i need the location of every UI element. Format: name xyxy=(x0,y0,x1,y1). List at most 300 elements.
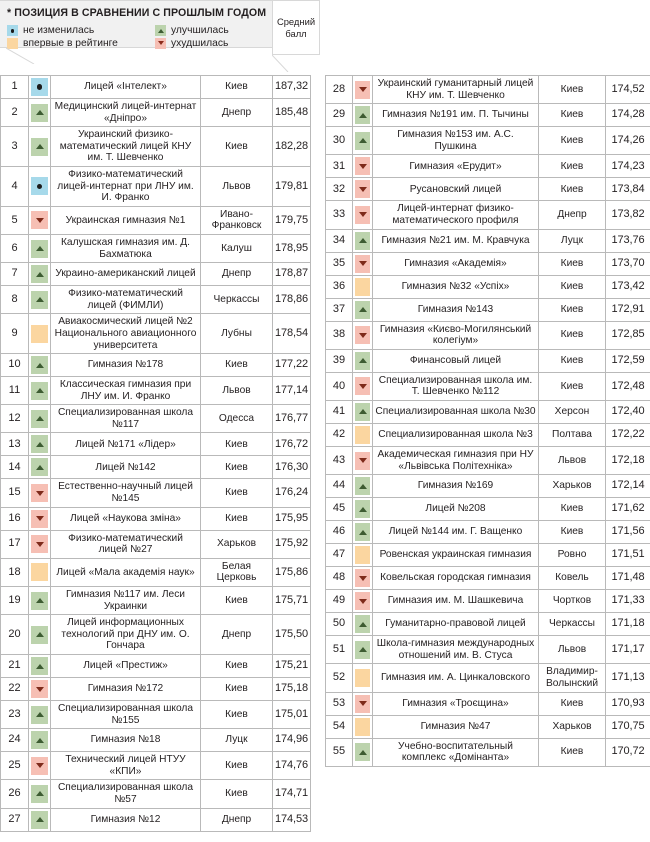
score-cell: 172,14 xyxy=(606,475,650,498)
city-cell: Киев xyxy=(539,76,606,104)
score-cell: 173,76 xyxy=(606,229,650,252)
triangle-up-icon xyxy=(355,403,370,421)
triangle-down-icon xyxy=(359,187,367,192)
city-cell: Киев xyxy=(201,76,273,99)
score-cell: 175,18 xyxy=(273,678,311,701)
triangle-up-icon xyxy=(355,106,370,124)
score-cell: 175,92 xyxy=(273,530,311,558)
triangle-up-icon xyxy=(31,356,48,374)
city-cell: Киев xyxy=(539,498,606,521)
rank-cell: 26 xyxy=(1,780,29,808)
square-icon xyxy=(355,426,370,444)
triangle-down-icon xyxy=(359,333,367,338)
table-row xyxy=(1,433,311,456)
rank-cell: 13 xyxy=(1,433,29,456)
trend-cell xyxy=(353,475,373,498)
school-name-cell: Специализированная школа им. Т. Шевченко №112 xyxy=(373,372,539,400)
triangle-up-icon xyxy=(36,712,44,717)
trend-cell xyxy=(29,701,51,729)
trend-cell xyxy=(353,201,373,229)
table-row xyxy=(326,229,650,252)
table-row xyxy=(1,530,311,558)
score-cell: 187,32 xyxy=(273,76,311,99)
trend-cell xyxy=(353,298,373,321)
school-name-cell: Гимназия №153 им. А.С. Пушкина xyxy=(373,127,539,155)
rank-cell: 18 xyxy=(1,558,29,586)
school-name-cell: Учебно-воспитательный комплекс «Домінанта» xyxy=(373,738,539,766)
triangle-down-icon xyxy=(355,377,370,395)
city-cell: Киев xyxy=(539,692,606,715)
score-cell: 171,62 xyxy=(606,498,650,521)
square-icon xyxy=(355,718,370,736)
school-name-cell: Школа-гимназия международных отношений им. В. Стуса xyxy=(373,636,539,664)
triangle-down-icon xyxy=(359,384,367,389)
rank-cell: 10 xyxy=(1,354,29,377)
school-name-cell: Лицей №208 xyxy=(373,498,539,521)
triangle-down-icon xyxy=(155,38,166,49)
trend-cell xyxy=(29,377,51,405)
trend-cell xyxy=(29,206,51,234)
school-name-cell: Специализированная школа №155 xyxy=(51,701,201,729)
school-name-cell: Гимназия «Троєщина» xyxy=(373,692,539,715)
average-score-header xyxy=(272,0,320,55)
city-cell: Киев xyxy=(201,456,273,479)
score-cell: 177,22 xyxy=(273,354,311,377)
city-cell: Киев xyxy=(201,354,273,377)
school-name-cell: Медицинский лицей-интернат «Дніпро» xyxy=(51,99,201,127)
triangle-up-icon xyxy=(359,530,367,535)
city-cell: Днепр xyxy=(201,808,273,831)
dot-icon xyxy=(37,84,43,90)
table-row xyxy=(326,692,650,715)
rank-cell: 22 xyxy=(1,678,29,701)
table-row xyxy=(326,104,650,127)
dot-icon xyxy=(37,184,43,190)
rank-cell: 4 xyxy=(1,166,29,206)
triangle-up-icon xyxy=(355,477,370,495)
table-row xyxy=(326,400,650,423)
rank-cell: 2 xyxy=(1,99,29,127)
table-row xyxy=(1,752,311,780)
square-icon xyxy=(31,325,48,343)
rank-cell: 31 xyxy=(326,155,353,178)
school-name-cell: Гимназия №32 «Успіх» xyxy=(373,275,539,298)
triangle-up-icon xyxy=(359,750,367,755)
score-cell: 170,75 xyxy=(606,715,650,738)
rank-cell: 37 xyxy=(326,298,353,321)
square-icon xyxy=(355,546,370,564)
triangle-down-icon xyxy=(36,218,44,223)
school-name-cell: Лицей №144 им. Г. Ващенко xyxy=(373,521,539,544)
score-cell: 179,81 xyxy=(273,166,311,206)
triangle-up-icon xyxy=(31,657,48,675)
school-name-cell: Физико-математический лицей (ФИМЛИ) xyxy=(51,286,201,314)
city-cell: Луцк xyxy=(201,729,273,752)
school-name-cell: Гимназия №169 xyxy=(373,475,539,498)
table-row xyxy=(1,76,311,99)
rank-cell: 1 xyxy=(1,76,29,99)
school-name-cell: Украино-американский лицей xyxy=(51,263,201,286)
rank-cell: 6 xyxy=(1,234,29,262)
triangle-down-icon xyxy=(359,164,367,169)
school-name-cell: Гимназия №21 им. М. Кравчука xyxy=(373,229,539,252)
table-row xyxy=(326,349,650,372)
table-row xyxy=(1,507,311,530)
score-cell: 171,51 xyxy=(606,544,650,567)
triangle-up-icon xyxy=(31,410,48,428)
city-cell: Днепр xyxy=(201,615,273,655)
rank-cell: 3 xyxy=(1,127,29,167)
dot-icon xyxy=(7,25,18,36)
rank-cell: 14 xyxy=(1,456,29,479)
rank-cell: 20 xyxy=(1,615,29,655)
school-name-cell: Украинская гимназия №1 xyxy=(51,206,201,234)
rank-cell: 43 xyxy=(326,446,353,474)
school-name-cell: Лицей информационных технологий при ДНУ им. О. Гончара xyxy=(51,615,201,655)
score-cell: 171,18 xyxy=(606,613,650,636)
triangle-up-icon xyxy=(31,104,48,122)
city-cell: Днепр xyxy=(539,201,606,229)
trend-cell xyxy=(353,76,373,104)
rank-cell: 30 xyxy=(326,127,353,155)
triangle-up-icon xyxy=(36,465,44,470)
rank-cell: 15 xyxy=(1,479,29,507)
legend-pointer-tail xyxy=(6,48,46,64)
triangle-down-icon xyxy=(31,484,48,502)
triangle-down-icon xyxy=(359,576,367,581)
triangle-up-icon xyxy=(31,458,48,476)
school-name-cell: Лицей «Мала академія наук» xyxy=(51,558,201,586)
square-icon xyxy=(31,563,48,581)
city-cell: Киев xyxy=(201,780,273,808)
trend-cell xyxy=(353,636,373,664)
school-name-cell: Специализированная школа №30 xyxy=(373,400,539,423)
table-row xyxy=(326,178,650,201)
city-cell: Ровно xyxy=(539,544,606,567)
school-name-cell: Академическая гимназия при НУ «Львівська Політехніка» xyxy=(373,446,539,474)
triangle-up-icon xyxy=(36,442,44,447)
table-row xyxy=(1,678,311,701)
ranking-table-right-body xyxy=(326,76,650,767)
triangle-up-icon xyxy=(36,144,44,149)
rank-cell: 42 xyxy=(326,423,353,446)
table-row xyxy=(1,405,311,433)
legend-item-label: не изменилась xyxy=(23,25,95,36)
rank-cell: 35 xyxy=(326,252,353,275)
trend-cell xyxy=(353,498,373,521)
score-cell: 176,24 xyxy=(273,479,311,507)
ranking-table-left xyxy=(0,75,311,832)
school-name-cell: Физико-математический лицей №27 xyxy=(51,530,201,558)
triangle-down-icon xyxy=(36,491,44,496)
city-cell: Одесса xyxy=(201,405,273,433)
rank-cell: 23 xyxy=(1,701,29,729)
legend-box xyxy=(0,0,303,48)
table-row xyxy=(326,544,650,567)
school-name-cell: Лицей №171 «Лідер» xyxy=(51,433,201,456)
school-name-cell: Технический лицей НТУУ «КПИ» xyxy=(51,752,201,780)
triangle-up-icon xyxy=(31,240,48,258)
average-score-pointer-tail xyxy=(272,55,312,72)
score-cell: 170,93 xyxy=(606,692,650,715)
table-row xyxy=(1,615,311,655)
rank-cell: 55 xyxy=(326,738,353,766)
score-cell: 173,82 xyxy=(606,201,650,229)
trend-cell xyxy=(353,521,373,544)
trend-cell xyxy=(353,692,373,715)
table-row xyxy=(1,655,311,678)
trend-cell xyxy=(29,587,51,615)
table-row xyxy=(1,780,311,808)
city-cell: Владимир-Волынский xyxy=(539,664,606,692)
school-name-cell: Гимназия им. А. Цинкаловского xyxy=(373,664,539,692)
triangle-up-icon xyxy=(355,352,370,370)
square-icon xyxy=(355,669,370,687)
school-name-cell: Авиакосмический лицей №2 Национального авиационного университета xyxy=(51,314,201,354)
table-row xyxy=(1,377,311,405)
score-cell: 176,30 xyxy=(273,456,311,479)
table-row xyxy=(326,423,650,446)
school-name-cell: Гимназия «Академія» xyxy=(373,252,539,275)
trend-cell xyxy=(29,558,51,586)
score-cell: 185,48 xyxy=(273,99,311,127)
triangle-up-icon xyxy=(355,615,370,633)
table-row xyxy=(326,664,650,692)
triangle-up-icon xyxy=(36,388,44,393)
trend-cell xyxy=(353,252,373,275)
table-row xyxy=(1,127,311,167)
trend-cell xyxy=(29,655,51,678)
rank-cell: 47 xyxy=(326,544,353,567)
city-cell: Ивано-Франковск xyxy=(201,206,273,234)
city-cell: Киев xyxy=(539,298,606,321)
trend-cell xyxy=(29,354,51,377)
triangle-down-icon xyxy=(355,592,370,610)
city-cell: Киев xyxy=(201,678,273,701)
table-row xyxy=(326,372,650,400)
trend-cell xyxy=(353,321,373,349)
score-cell: 178,86 xyxy=(273,286,311,314)
trend-cell xyxy=(353,372,373,400)
trend-cell xyxy=(353,715,373,738)
table-row xyxy=(1,354,311,377)
triangle-up-icon xyxy=(36,791,44,796)
rank-cell: 28 xyxy=(326,76,353,104)
rank-cell: 38 xyxy=(326,321,353,349)
city-cell: Чортков xyxy=(539,590,606,613)
triangle-up-icon xyxy=(36,416,44,421)
triangle-up-icon xyxy=(359,138,367,143)
triangle-up-icon xyxy=(359,358,367,363)
trend-cell xyxy=(353,567,373,590)
city-cell: Киев xyxy=(539,155,606,178)
triangle-down-icon xyxy=(355,326,370,344)
rank-cell: 52 xyxy=(326,664,353,692)
score-cell: 170,72 xyxy=(606,738,650,766)
triangle-up-icon xyxy=(31,138,48,156)
school-name-cell: Лицей «Престиж» xyxy=(51,655,201,678)
trend-cell xyxy=(29,127,51,167)
triangle-down-icon xyxy=(31,510,48,528)
triangle-down-icon xyxy=(355,695,370,713)
city-cell: Львов xyxy=(539,636,606,664)
table-row xyxy=(326,252,650,275)
legend-callout xyxy=(0,0,310,55)
score-cell: 175,71 xyxy=(273,587,311,615)
city-cell: Львов xyxy=(539,446,606,474)
table-row xyxy=(326,613,650,636)
table-row xyxy=(326,155,650,178)
city-cell: Киев xyxy=(539,252,606,275)
trend-cell xyxy=(29,314,51,354)
score-cell: 177,14 xyxy=(273,377,311,405)
rank-cell: 34 xyxy=(326,229,353,252)
school-name-cell: Финансовый лицей xyxy=(373,349,539,372)
trend-cell xyxy=(353,590,373,613)
trend-cell xyxy=(29,76,51,99)
school-name-cell: Лицей «Наукова зміна» xyxy=(51,507,201,530)
table-row xyxy=(326,521,650,544)
legend-item-unchanged xyxy=(7,25,155,37)
triangle-up-icon xyxy=(359,409,367,414)
school-name-cell: Гимназия №143 xyxy=(373,298,539,321)
rank-cell: 16 xyxy=(1,507,29,530)
table-row xyxy=(1,587,311,615)
rank-cell: 36 xyxy=(326,275,353,298)
school-name-cell: Специализированная школа №117 xyxy=(51,405,201,433)
triangle-down-icon xyxy=(36,687,44,692)
city-cell: Киев xyxy=(201,655,273,678)
triangle-up-icon xyxy=(31,706,48,724)
trend-cell xyxy=(353,104,373,127)
rank-cell: 9 xyxy=(1,314,29,354)
triangle-up-icon xyxy=(355,500,370,518)
school-name-cell: Гимназия им. М. Шашкевича xyxy=(373,590,539,613)
triangle-down-icon xyxy=(355,452,370,470)
rank-cell: 49 xyxy=(326,590,353,613)
city-cell: Киев xyxy=(201,587,273,615)
triangle-down-icon xyxy=(355,206,370,224)
city-cell: Киев xyxy=(539,521,606,544)
trend-cell xyxy=(29,456,51,479)
triangle-up-icon xyxy=(36,110,44,115)
triangle-up-icon xyxy=(355,523,370,541)
trend-cell xyxy=(353,155,373,178)
score-cell: 174,96 xyxy=(273,729,311,752)
score-cell: 174,26 xyxy=(606,127,650,155)
score-cell: 173,42 xyxy=(606,275,650,298)
city-cell: Черкассы xyxy=(539,613,606,636)
triangle-up-icon xyxy=(36,738,44,743)
trend-cell xyxy=(29,615,51,655)
score-cell: 179,75 xyxy=(273,206,311,234)
triangle-up-icon xyxy=(36,246,44,251)
trend-cell xyxy=(353,178,373,201)
triangle-down-icon xyxy=(31,211,48,229)
rank-cell: 53 xyxy=(326,692,353,715)
city-cell: Днепр xyxy=(201,263,273,286)
score-cell: 172,18 xyxy=(606,446,650,474)
score-cell: 172,91 xyxy=(606,298,650,321)
table-row xyxy=(1,729,311,752)
trend-cell xyxy=(353,275,373,298)
trend-cell xyxy=(353,664,373,692)
average-score-header-text: Средний балл xyxy=(276,16,316,39)
triangle-down-icon xyxy=(359,87,367,92)
score-cell: 172,48 xyxy=(606,372,650,400)
score-cell: 178,54 xyxy=(273,314,311,354)
school-name-cell: Специализированная школа №3 xyxy=(373,423,539,446)
score-cell: 172,59 xyxy=(606,349,650,372)
rank-cell: 32 xyxy=(326,178,353,201)
table-row xyxy=(1,808,311,831)
rank-cell: 51 xyxy=(326,636,353,664)
rank-cell: 24 xyxy=(1,729,29,752)
legend-item-label: ухудшилась xyxy=(171,37,229,49)
score-cell: 175,01 xyxy=(273,701,311,729)
triangle-up-icon xyxy=(36,817,44,822)
ranking-table-right xyxy=(325,75,650,767)
school-name-cell: Лицей-интернат физико-математического профиля xyxy=(373,201,539,229)
score-cell: 176,72 xyxy=(273,433,311,456)
city-cell: Киев xyxy=(201,701,273,729)
score-cell: 174,53 xyxy=(273,808,311,831)
square-icon xyxy=(355,278,370,296)
trend-cell xyxy=(29,729,51,752)
table-row xyxy=(1,206,311,234)
school-name-cell: Физико-математический лицей-интернат при ЛНУ им. И. Франко xyxy=(51,166,201,206)
triangle-up-icon xyxy=(355,132,370,150)
trend-cell xyxy=(29,166,51,206)
table-row xyxy=(1,99,311,127)
triangle-down-icon xyxy=(359,599,367,604)
city-cell: Луцк xyxy=(539,229,606,252)
city-cell: Харьков xyxy=(539,475,606,498)
triangle-down-icon xyxy=(355,255,370,273)
table-row xyxy=(326,567,650,590)
score-cell: 171,48 xyxy=(606,567,650,590)
table-row xyxy=(326,715,650,738)
school-name-cell: Гимназия №117 им. Леси Украинки xyxy=(51,587,201,615)
city-cell: Ковель xyxy=(539,567,606,590)
triangle-down-icon xyxy=(36,763,44,768)
school-name-cell: Ковельская городская гимназия xyxy=(373,567,539,590)
table-row xyxy=(1,286,311,314)
trend-cell xyxy=(29,263,51,286)
triangle-up-icon xyxy=(31,626,48,644)
score-cell: 174,52 xyxy=(606,76,650,104)
trend-cell xyxy=(353,229,373,252)
legend-item-label: улучшилась xyxy=(171,25,229,36)
score-cell: 174,71 xyxy=(273,780,311,808)
rank-cell: 29 xyxy=(326,104,353,127)
score-cell: 171,13 xyxy=(606,664,650,692)
table-row xyxy=(326,298,650,321)
rank-cell: 8 xyxy=(1,286,29,314)
city-cell: Киев xyxy=(539,275,606,298)
score-cell: 171,33 xyxy=(606,590,650,613)
table-row xyxy=(1,479,311,507)
triangle-up-icon xyxy=(359,238,367,243)
triangle-down-icon xyxy=(31,680,48,698)
rank-cell: 46 xyxy=(326,521,353,544)
triangle-up-icon xyxy=(355,232,370,250)
trend-cell xyxy=(29,286,51,314)
city-cell: Киев xyxy=(201,433,273,456)
triangle-up-icon xyxy=(359,484,367,489)
triangle-up-icon xyxy=(36,598,44,603)
city-cell: Киев xyxy=(539,372,606,400)
